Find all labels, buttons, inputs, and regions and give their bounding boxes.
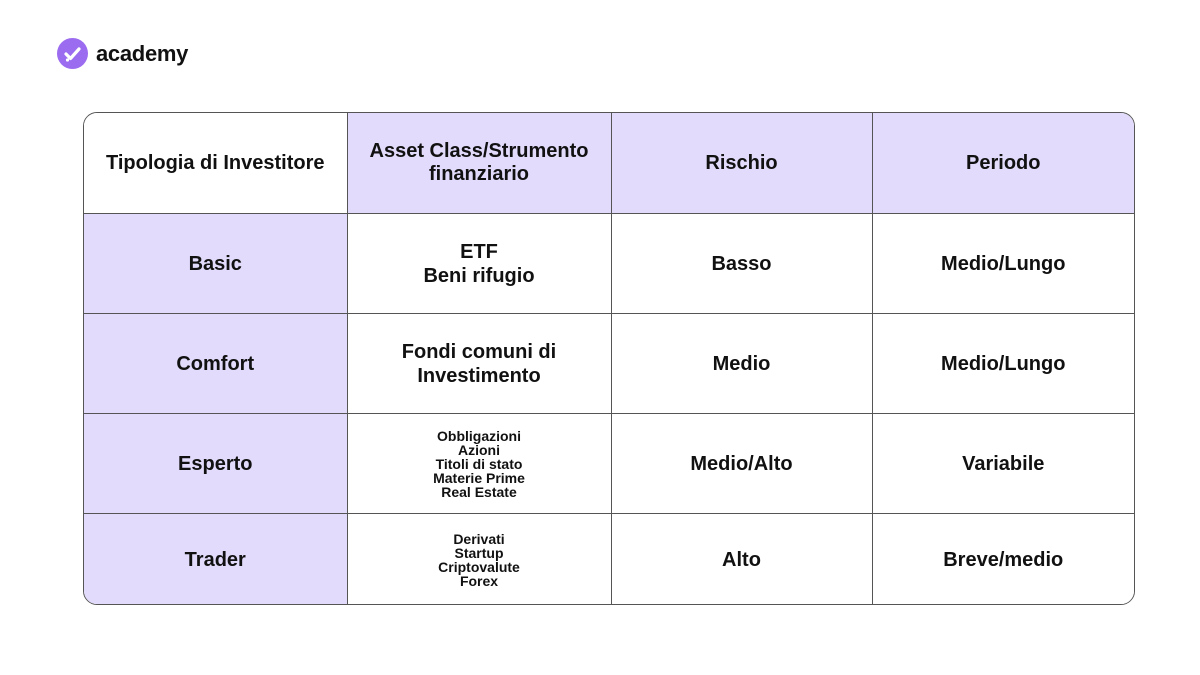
asset-item: Real Estate — [441, 483, 517, 500]
brand-logo[interactable] — [57, 38, 188, 69]
header-risk: Rischio — [611, 113, 872, 214]
risk-cell: Alto — [611, 514, 872, 606]
asset-item: Fondi comuni di — [401, 340, 557, 363]
asset-item: Investimento — [417, 364, 541, 387]
table-row — [84, 214, 1134, 314]
asset-item: Forex — [459, 572, 499, 589]
header-asset-class: Asset Class/Strumento finanziario — [347, 113, 611, 214]
period-cell: Medio/Lungo — [872, 314, 1134, 414]
table-row — [84, 514, 1134, 606]
brand-name: academy — [96, 40, 189, 66]
asset-item: Azioni — [458, 441, 500, 458]
asset-item: Titoli di stato — [435, 455, 523, 472]
period-cell: Breve/medio — [872, 514, 1134, 606]
investor-type-cell: Basic — [84, 214, 347, 314]
asset-class-cell — [347, 314, 611, 414]
asset-class-cell — [347, 214, 611, 314]
investor-type-cell: Trader — [84, 514, 347, 606]
table-header-row — [84, 113, 1134, 214]
asset-item: Derivati — [453, 530, 505, 547]
asset-item: Obbligazioni — [437, 427, 521, 444]
period-cell: Variabile — [872, 414, 1134, 514]
period-cell: Medio/Lungo — [872, 214, 1134, 314]
asset-class-cell — [347, 514, 611, 606]
risk-cell: Medio/Alto — [611, 414, 872, 514]
asset-item: Beni rifugio — [423, 264, 535, 287]
investor-type-cell: Comfort — [84, 314, 347, 414]
risk-cell: Medio — [611, 314, 872, 414]
asset-item: Startup — [454, 544, 504, 561]
asset-item: ETF — [460, 240, 498, 263]
investor-table — [83, 112, 1135, 605]
header-investor-type: Tipologia di Investitore — [84, 113, 347, 214]
asset-item: Materie Prime — [433, 469, 525, 486]
table-row — [84, 414, 1134, 514]
checkmark-icon — [57, 38, 88, 69]
risk-cell: Basso — [611, 214, 872, 314]
asset-class-cell — [347, 414, 611, 514]
investor-type-cell: Esperto — [84, 414, 347, 514]
header-period: Periodo — [872, 113, 1134, 214]
table-row — [84, 314, 1134, 414]
asset-item: Criptovalute — [438, 558, 520, 575]
